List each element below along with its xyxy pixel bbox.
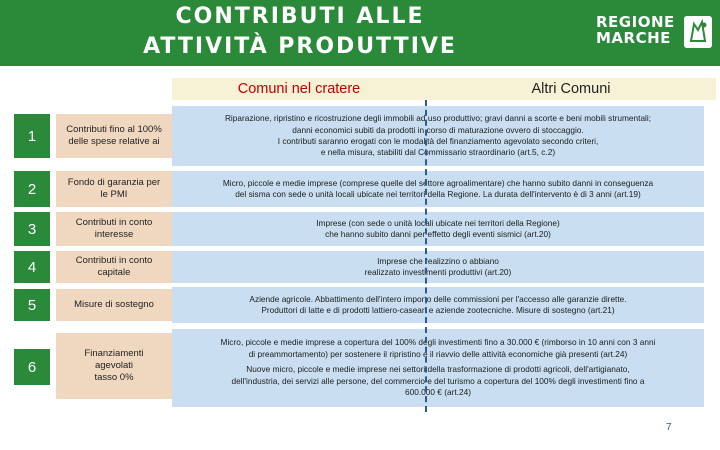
row-description-6 <box>172 329 704 407</box>
label-line: interesse <box>94 229 134 240</box>
desc-line: dell'industria, dei servizi alle persone, del commercio e del turismo a copertura del 100% degli investimenti fino a <box>231 375 645 386</box>
label-line: Contributi in conto <box>75 217 153 228</box>
desc-line: realizzato investimenti produttivi (art.20) <box>364 267 512 277</box>
row-label-3 <box>56 212 172 246</box>
desc-line: I contributi saranno erogati con le modalità del finanziamento agevolato secondo criteri, <box>277 136 599 146</box>
desc-line: Micro, piccole e medie imprese a copertura del 100% degli investimenti fino a 30.000 € (rimborso in 10 anni con 3 anni <box>220 337 656 348</box>
row-label-4 <box>56 251 172 283</box>
desc-line: Micro, piccole e medie imprese (comprese quelle del settore agroalimentare) che hanno subito danni in conseguenza <box>222 177 654 188</box>
logo-text <box>596 14 675 46</box>
row-description-4 <box>172 251 704 283</box>
desc-line: Nuove micro, piccole e medie imprese nei settori della trasformazione di prodotti agricoli, dell'artigianato, <box>246 364 630 375</box>
row-description-2 <box>172 171 704 207</box>
row-number-2: 2 <box>14 171 50 207</box>
regione-marche-logo <box>596 14 720 54</box>
row-description-5 <box>172 287 704 323</box>
desc-line: di preammortamento) per sostenere il ripristino e il riavvio delle attività economiche già presenti (art.24) <box>248 348 628 359</box>
page-title <box>0 2 600 62</box>
row-label-6 <box>56 333 172 399</box>
desc-line: Produttori di latte e di prodotti lattiero-caseari e aziende zootecniche. Misure di sostegno (art.21) <box>261 305 615 315</box>
row-description-1 <box>172 106 704 166</box>
row-number-6: 6 <box>14 349 50 385</box>
desc-line: Imprese che realizzino o abbiano <box>377 255 499 266</box>
logo-line-2: MARCHE <box>596 29 671 47</box>
row-label-2 <box>56 171 172 207</box>
logo-line-1: REGIONE <box>596 13 675 31</box>
title-line-2: ATTIVITÀ PRODUTTIVE <box>143 34 457 59</box>
title-line-1: CONTRIBUTI ALLE <box>175 4 425 29</box>
column-header-crater: Comuni nel cratere <box>172 78 426 100</box>
desc-line: del sisma con sede o unità locali ubicate nei territori della Regione. La durata dell'intervento è di 3 anni (art.19) <box>235 189 641 199</box>
label-line: tasso 0% <box>94 372 134 383</box>
label-line: capitale <box>97 267 131 278</box>
label-line: Misure di sostegno <box>74 299 154 310</box>
label-line: Contributi fino al 100% <box>66 124 162 135</box>
label-line: le PMI <box>100 189 128 200</box>
row-label-1 <box>56 114 172 158</box>
logo-emblem-icon <box>684 16 712 48</box>
label-line: delle spese relative ai <box>68 136 160 147</box>
header-separator <box>0 66 720 78</box>
row-number-1: 1 <box>14 114 50 158</box>
page-number: 7 <box>666 422 672 433</box>
desc-line: e nella misura, stabiliti dal Commissario straordinario (art.5, c.2) <box>320 147 556 158</box>
desc-line: che hanno subito danni per effetto degli eventi sismici (art.20) <box>325 229 551 239</box>
desc-line: Aziende agricole. Abbattimento dell'intero importo delle commissioni per l'accesso alle garanzie dirette. <box>249 293 627 304</box>
row-description-3 <box>172 212 704 246</box>
desc-line: Imprese (con sede o unità locali ubicate nei territori della Regione) <box>316 217 560 228</box>
label-line: agevolati <box>94 360 133 371</box>
row-number-3: 3 <box>14 212 50 246</box>
column-header-other: Altri Comuni <box>426 78 716 100</box>
column-divider <box>425 100 427 412</box>
row-label-5 <box>56 289 172 321</box>
label-line: Fondo di garanzia per <box>67 177 161 188</box>
desc-line: Riparazione, ripristino e ricostruzione degli immobili ad uso produttivo; gravi danni a scorte e beni mobili strumentali; <box>224 113 652 124</box>
label-line: Finanziamenti <box>84 348 144 359</box>
row-number-4: 4 <box>14 251 50 283</box>
desc-line: 600.000 € (art.24) <box>405 387 471 398</box>
desc-line: danni economici subiti da prodotti in corso di maturazione ovvero di stoccaggio. <box>292 124 584 135</box>
row-number-5: 5 <box>14 289 50 321</box>
label-line: Contributi in conto <box>75 255 153 266</box>
